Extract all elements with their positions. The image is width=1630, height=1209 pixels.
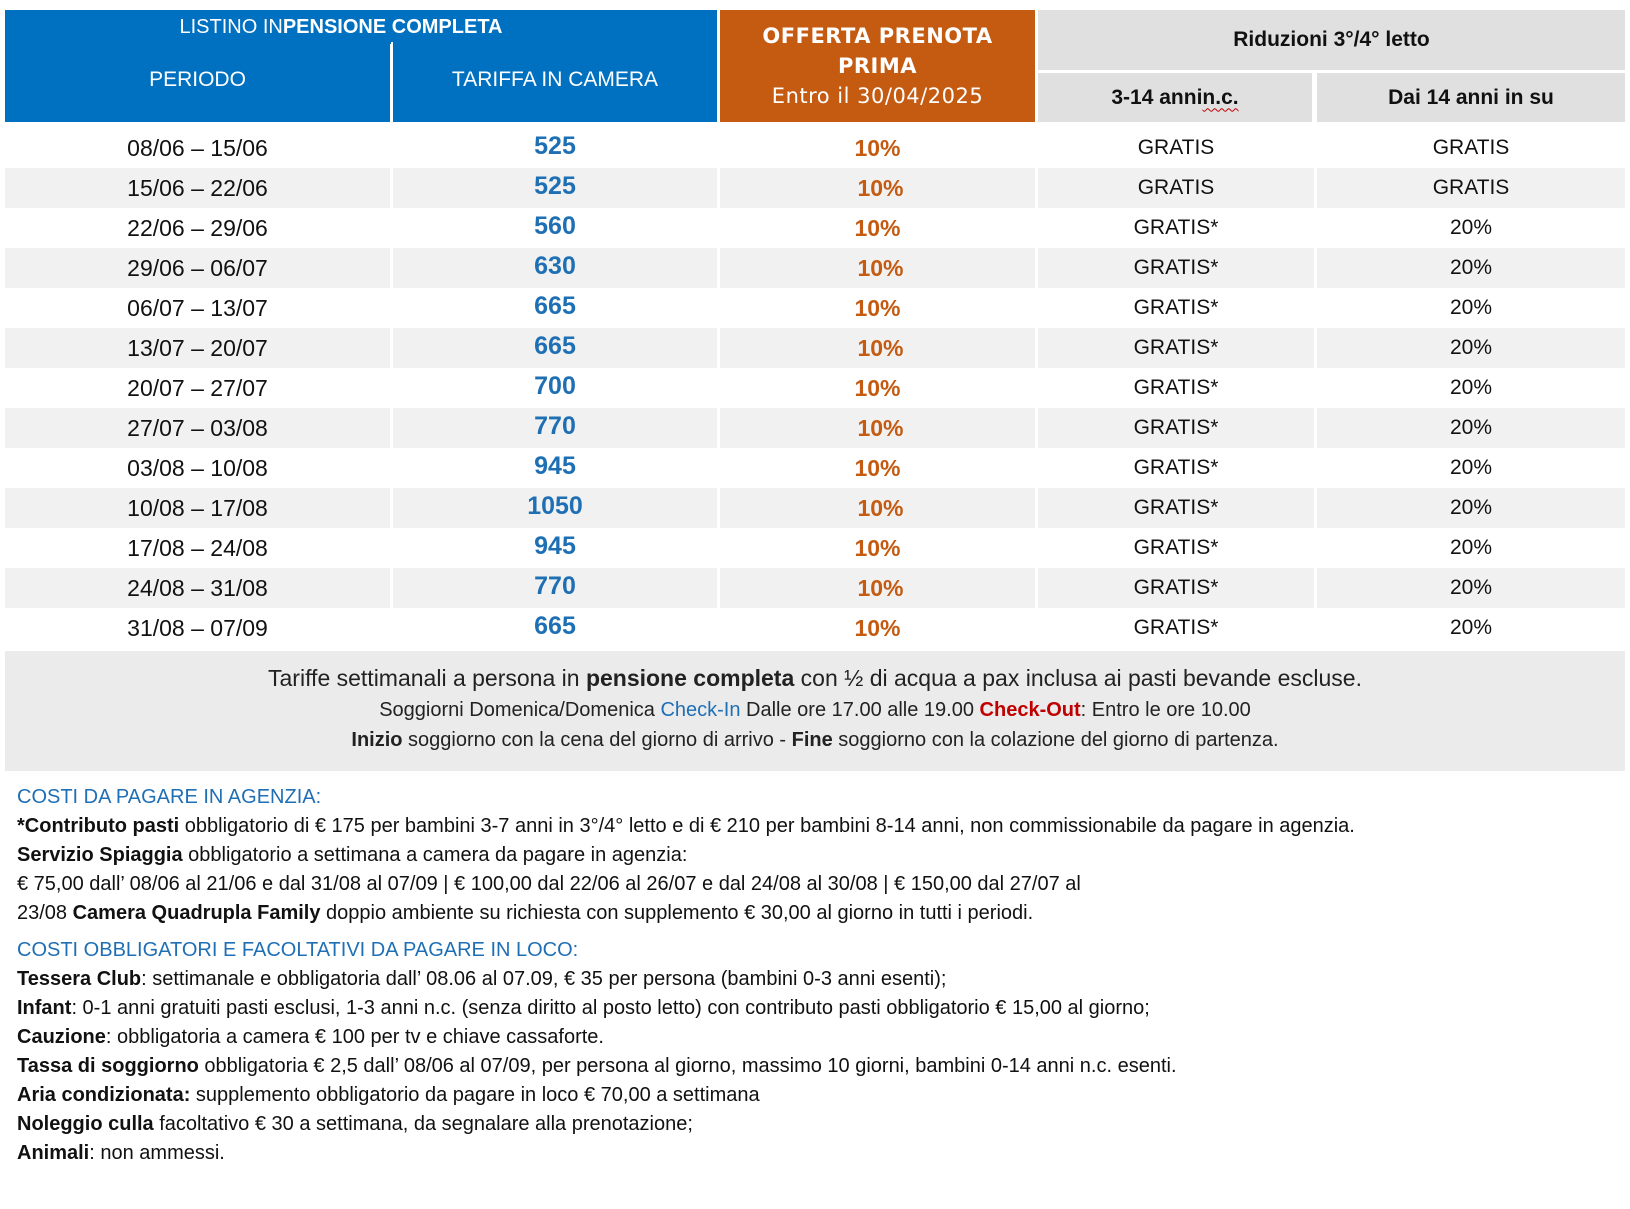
table-body [5, 128, 1625, 648]
spiaggia-prices-line: € 75,00 dall’ 08/06 al 21/06 e dal 31/08 al 07/09 | € 100,00 dal 22/06 al 26/07 e dal 24/08 al 30/08 | € 150,00 dal 27/07 al [17, 873, 1081, 895]
riduzione-3-14-cell: GRATIS* [1038, 408, 1317, 448]
tariffa-cell: 525 [393, 128, 720, 168]
loco-item-label: Aria condizionata: [17, 1084, 191, 1106]
header-divider [391, 42, 393, 74]
riduzione-3-14-cell: GRATIS* [1038, 528, 1317, 568]
col-header-dai-14-anni: Dai 14 anni in su [1317, 73, 1625, 122]
riduzione-3-14-cell: GRATIS* [1038, 448, 1317, 488]
loco-item [17, 1081, 1625, 1110]
col-3-14-pre: 3-14 anni [1111, 85, 1203, 109]
loco-item [17, 1052, 1625, 1081]
note-inizio: Inizio [351, 729, 403, 751]
riduzione-14-cell: GRATIS [1432, 176, 1510, 199]
tariffa-cell: 770 [393, 408, 720, 448]
note-line-2 [5, 695, 1625, 725]
table-row [5, 288, 1625, 328]
offerta-cell: 10% [720, 568, 1038, 608]
riduzione-14-cell: 20% [1449, 256, 1493, 279]
tariffa-cell: 630 [393, 248, 720, 288]
listino-bold: PENSIONE COMPLETA [282, 15, 503, 38]
col-header-3-14-anni [1038, 73, 1312, 122]
riduzione-3-14-cell: GRATIS* [1038, 288, 1317, 328]
loco-item-label: Tassa di soggiorno [17, 1055, 199, 1077]
offerta-cell: 10% [720, 368, 1038, 408]
check-out-label: Check-Out [979, 699, 1081, 721]
tariffa-cell: 1050 [393, 488, 720, 528]
riduzione-3-14-cell: GRATIS* [1038, 248, 1317, 288]
offerta-cell: 10% [720, 608, 1038, 648]
loco-item-text: supplemento obbligatorio da pagare in loco € 70,00 a settimana [190, 1084, 760, 1106]
tariffa-cell: 665 [393, 288, 720, 328]
table-row [5, 408, 1625, 448]
offerta-cell: 10% [720, 208, 1038, 248]
loco-item-text: : non ammessi. [89, 1142, 225, 1164]
offerta-cell: 10% [720, 528, 1038, 568]
quadrupla-text: doppio ambiente su richiesta con supplemento € 30,00 al giorno in tutti i periodi. [320, 902, 1034, 924]
servizio-spiaggia-text: obbligatorio a settimana a camera da pagare in agenzia: [182, 844, 688, 866]
table-row [5, 528, 1625, 568]
note-line-3 [5, 725, 1625, 755]
offerta-cell: 10% [720, 288, 1038, 328]
loco-list [17, 965, 1625, 1168]
loco-item-text: : settimanale e obbligatoria dall’ 08.06 al 07.09, € 35 per persona (bambini 0-3 anni esenti); [141, 968, 947, 990]
offerta-cell: 10% [720, 248, 1038, 288]
tariffa-cell: 770 [393, 568, 720, 608]
periodo-cell: 15/06 – 22/06 [5, 168, 393, 208]
loco-item-text: facoltativo € 30 a settimana, da segnalare alla prenotazione; [153, 1113, 693, 1135]
listino-prefix: LISTINO IN [179, 15, 283, 38]
periodo-cell: 31/08 – 07/09 [5, 608, 393, 648]
contributo-pasti-label: *Contributo pasti [17, 815, 180, 837]
loco-item-text: : obbligatoria a camera € 100 per tv e chiave cassaforte. [105, 1026, 604, 1048]
quadrupla-label: Camera Quadrupla Family [72, 902, 321, 924]
riduzione-3-14-cell: GRATIS* [1038, 368, 1317, 408]
notes-box [5, 651, 1625, 771]
tariffa-cell: 560 [393, 208, 720, 248]
table-row [5, 328, 1625, 368]
riduzione-3-14-cell: GRATIS* [1038, 608, 1317, 648]
agenzia-title: COSTI DA PAGARE IN AGENZIA: [17, 786, 322, 808]
table-row [5, 248, 1625, 288]
table-row [5, 368, 1625, 408]
contributo-pasti-text: obbligatorio di € 175 per bambini 3-7 anni in 3°/4° letto e di € 210 per bambini 8-14 anni, non commissionabile da pagare in agenzia. [179, 815, 1355, 837]
tariffa-cell: 665 [393, 328, 720, 368]
periodo-cell: 03/08 – 10/08 [5, 448, 393, 488]
riduzione-14-cell: 20% [1449, 336, 1493, 359]
periodo-cell: 20/07 – 27/07 [5, 368, 393, 408]
periodo-cell: 13/07 – 20/07 [5, 328, 393, 368]
table-row [5, 448, 1625, 488]
offerta-cell: 10% [720, 448, 1038, 488]
note-1b: pensione completa [585, 665, 795, 691]
servizio-spiaggia-line [17, 841, 1625, 870]
costs-section [5, 771, 1625, 1168]
note-1a: Tariffe settimanali a persona in [268, 665, 586, 691]
note-2b: Dalle ore 17.00 alle 19.00 [740, 699, 980, 721]
offerta-cell: 10% [720, 128, 1038, 168]
quadrupla-pre: 23/08 [17, 902, 73, 924]
loco-item-label: Cauzione [17, 1026, 106, 1048]
loco-item-text: : 0-1 anni gratuiti pasti esclusi, 1-3 anni n.c. (senza diritto al posto letto) con contributo pasti obbligatorio € 15,00 al giorno; [71, 997, 1150, 1019]
riduzione-14-cell: 20% [1449, 376, 1493, 399]
riduzione-3-14-cell: GRATIS* [1038, 208, 1317, 248]
loco-item [17, 1023, 1625, 1052]
loco-title: COSTI OBBLIGATORI E FACOLTATIVI DA PAGARE IN LOCO: [17, 939, 579, 961]
loco-item-label: Animali [17, 1142, 90, 1164]
col-header-offerta [720, 10, 1035, 122]
note-2c: : Entro le ore 10.00 [1080, 699, 1251, 721]
table-row [5, 608, 1625, 648]
table-row [5, 568, 1625, 608]
col-header-tariffa: TARIFFA IN CAMERA [393, 44, 717, 122]
periodo-cell: 10/08 – 17/08 [5, 488, 393, 528]
riduzione-14-cell: 20% [1449, 456, 1493, 479]
periodo-cell: 08/06 – 15/06 [5, 128, 393, 168]
riduzione-14-cell: 20% [1449, 576, 1493, 599]
quadrupla-line [17, 899, 1625, 928]
loco-item [17, 965, 1625, 994]
check-in-label: Check-In [660, 699, 741, 721]
loco-item [17, 1139, 1625, 1168]
listino-title [5, 10, 717, 44]
riduzione-3-14-cell: GRATIS* [1038, 568, 1317, 608]
tariffa-cell: 945 [393, 448, 720, 488]
note-line-1 [5, 661, 1625, 695]
riduzione-3-14-cell: GRATIS* [1038, 488, 1317, 528]
col-header-periodo: PERIODO [5, 44, 390, 122]
offerta-cell: 10% [720, 488, 1038, 528]
riduzione-3-14-cell: GRATIS [1038, 128, 1317, 168]
riduzione-14-cell: 20% [1449, 536, 1493, 559]
table-header [5, 10, 1625, 122]
loco-item-text: obbligatoria € 2,5 dall’ 08/06 al 07/09, per persona al giorno, massimo 10 giorni, bambini 0-14 anni n.c. esenti. [198, 1055, 1177, 1077]
periodo-cell: 22/06 – 29/06 [5, 208, 393, 248]
table-row [5, 488, 1625, 528]
contributo-pasti-line [17, 812, 1625, 841]
table-row [5, 168, 1625, 208]
note-1c: con ½ di acqua a pax inclusa ai pasti bevande escluse. [794, 665, 1362, 691]
riduzione-14-cell: 20% [1449, 496, 1493, 519]
offerta-cell: 10% [720, 168, 1038, 208]
riduzione-14-cell: 20% [1449, 216, 1493, 239]
riduzione-3-14-cell: GRATIS [1038, 168, 1317, 208]
riduzione-14-cell: GRATIS [1432, 136, 1510, 159]
loco-item-label: Tessera Club [17, 968, 142, 990]
loco-item-label: Infant [17, 997, 72, 1019]
note-3b: soggiorno con la colazione del giorno di partenza. [832, 729, 1279, 751]
offerta-cell: 10% [720, 328, 1038, 368]
servizio-spiaggia-label: Servizio Spiaggia [17, 844, 183, 866]
riduzione-14-cell: 20% [1449, 296, 1493, 319]
tariffa-cell: 945 [393, 528, 720, 568]
note-fine: Fine [791, 729, 833, 751]
loco-item [17, 1110, 1625, 1139]
col-3-14-nc: n.c. [1202, 85, 1239, 109]
tariffa-cell: 525 [393, 168, 720, 208]
riduzione-14-cell: 20% [1449, 416, 1493, 439]
tariffa-cell: 700 [393, 368, 720, 408]
note-3a: soggiorno con la cena del giorno di arrivo - [402, 729, 792, 751]
col-header-riduzioni: Riduzioni 3°/4° letto [1038, 10, 1625, 70]
offerta-line1: OFFERTA PRENOTA PRIMA [762, 24, 993, 78]
table-row [5, 208, 1625, 248]
loco-item-label: Noleggio culla [17, 1113, 154, 1135]
periodo-cell: 27/07 – 03/08 [5, 408, 393, 448]
offerta-line2: Entro il 30/04/2025 [771, 84, 984, 108]
price-list-sheet [5, 10, 1625, 1168]
offerta-cell: 10% [720, 408, 1038, 448]
tariffa-cell: 665 [393, 608, 720, 648]
periodo-cell: 06/07 – 13/07 [5, 288, 393, 328]
table-row [5, 128, 1625, 168]
riduzione-3-14-cell: GRATIS* [1038, 328, 1317, 368]
riduzione-14-cell: 20% [1449, 616, 1493, 639]
loco-item [17, 994, 1625, 1023]
periodo-cell: 29/06 – 06/07 [5, 248, 393, 288]
periodo-cell: 24/08 – 31/08 [5, 568, 393, 608]
periodo-cell: 17/08 – 24/08 [5, 528, 393, 568]
note-2a: Soggiorni Domenica/Domenica [379, 699, 661, 721]
